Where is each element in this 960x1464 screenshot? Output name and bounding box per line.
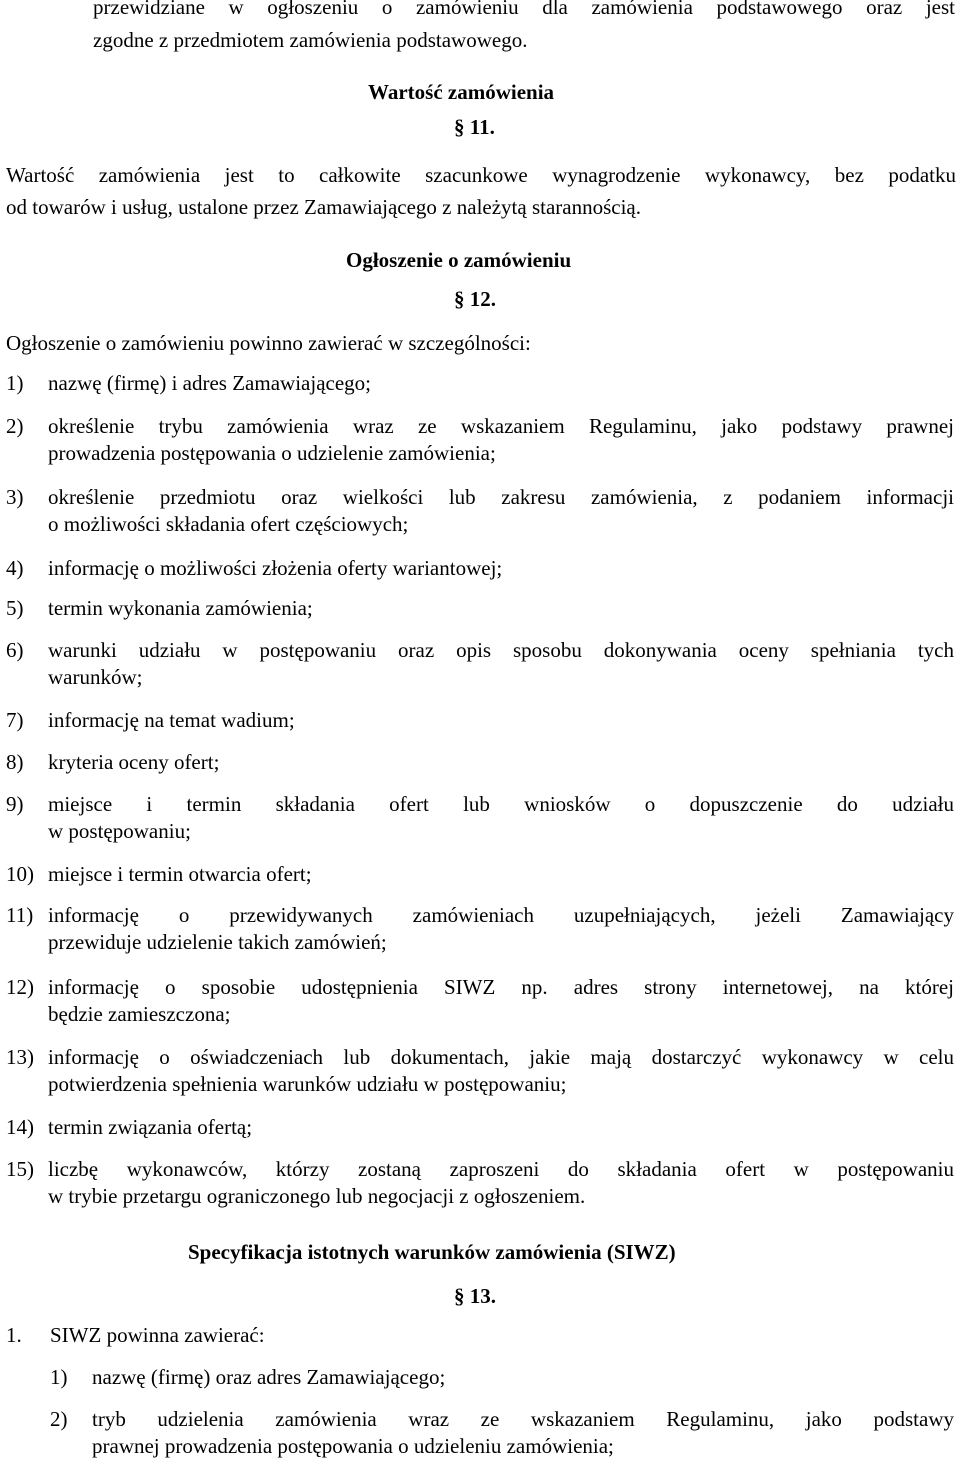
section-11-title: Wartość zamówienia <box>368 80 555 104</box>
list-item-text: warunków; <box>48 665 143 689</box>
list-item-number: 10) <box>6 862 34 886</box>
list-item-text: będzie zamieszczona; <box>48 1002 231 1026</box>
list-item-text: prawnej prowadzenia postępowania o udzieleniu zamówienia; <box>92 1434 614 1458</box>
list-item <box>6 1044 954 1098</box>
list-item-number: 4) <box>6 556 24 580</box>
list-item-text: określenie przedmiotu oraz wielkości lub zakresu zamówienia, z podaniem informacji <box>48 485 954 509</box>
list-item <box>6 413 954 467</box>
list-item <box>50 1364 954 1391</box>
list-item-number: 12) <box>6 975 34 999</box>
list-item-text: informację o przewidywanych zamówieniach uzupełniających, jeżeli Zamawiający <box>48 903 954 927</box>
list-item-text: termin związania ofertą; <box>48 1115 253 1139</box>
list-item-number: 11) <box>6 903 34 927</box>
list-item <box>6 370 954 397</box>
list-item-text: warunki udziału w postępowaniu oraz opis sposobu dokonywania oceny spełniania tych <box>48 638 954 662</box>
list-item <box>6 791 954 845</box>
list-item-number: 3) <box>6 485 24 509</box>
list-item-text: kryteria oceny ofert; <box>48 750 220 774</box>
list-item-text: prowadzenia postępowania o udzielenie zamówienia; <box>48 441 496 465</box>
list-item-number: 13) <box>6 1045 34 1069</box>
list-item-number: 2) <box>6 414 24 438</box>
list-item-text: nazwę (firmę) oraz adres Zamawiającego; <box>92 1365 446 1389</box>
list-item <box>6 637 954 691</box>
list-item-number: 5) <box>6 596 24 620</box>
list-item-number: 9) <box>6 792 24 816</box>
list-item-number: 1) <box>50 1365 68 1389</box>
list-item-text: potwierdzenia spełnienia warunków udziału w postępowaniu; <box>48 1072 567 1096</box>
section-13-point-num: 1. <box>6 1323 22 1347</box>
section-13-number: § 13. <box>454 1284 496 1308</box>
list-item-text: w postępowaniu; <box>48 819 191 843</box>
section-11-number: § 11. <box>454 115 495 139</box>
list-item-number: 6) <box>6 638 24 662</box>
list-item <box>6 974 954 1028</box>
list-item-text: nazwę (firmę) i adres Zamawiającego; <box>48 371 371 395</box>
section-11-line-1: Wartość zamówienia jest to całkowite szacunkowe wynagrodzenie wykonawcy, bez podatku <box>6 163 956 187</box>
section-12-number: § 12. <box>454 287 496 311</box>
list-item <box>50 1406 954 1460</box>
list-item-number: 7) <box>6 708 24 732</box>
list-item-number: 8) <box>6 750 24 774</box>
list-item-text: informację o oświadczeniach lub dokumentach, jakie mają dostarczyć wykonawcy w celu <box>48 1045 954 1069</box>
list-item <box>6 555 954 582</box>
section-12-title: Ogłoszenie o zamówieniu <box>346 248 572 272</box>
section-12-lead: Ogłoszenie o zamówieniu powinno zawierać w szczególności: <box>6 331 531 355</box>
list-item-number: 2) <box>50 1407 68 1431</box>
list-item-text: określenie trybu zamówienia wraz ze wskazaniem Regulaminu, jako podstawy prawnej <box>48 414 954 438</box>
list-item-number: 14) <box>6 1115 34 1139</box>
list-item <box>6 902 954 956</box>
list-item-text: miejsce i termin składania ofert lub wniosków o dopuszczenie do udziału <box>48 792 954 816</box>
list-item <box>6 484 954 538</box>
list-item-number: 15) <box>6 1157 34 1181</box>
section-13-title: Specyfikacja istotnych warunków zamówienia (SIWZ) <box>188 1240 676 1264</box>
list-item-text: miejsce i termin otwarcia ofert; <box>48 862 312 886</box>
list-item <box>6 1156 954 1210</box>
list-item-text: termin wykonania zamówienia; <box>48 596 313 620</box>
list-item-text: informację na temat wadium; <box>48 708 295 732</box>
list-item <box>6 707 954 734</box>
list-item <box>6 595 954 622</box>
list-item-number: 1) <box>6 371 24 395</box>
section-11-line-2: od towarów i usług, ustalone przez Zamawiającego z należytą starannością. <box>6 195 641 219</box>
list-item <box>6 861 954 888</box>
intro-line-1: przewidziane w ogłoszeniu o zamówieniu dla zamówienia podstawowego oraz jest <box>93 0 955 19</box>
list-item-text: informację o sposobie udostępnienia SIWZ np. adres strony internetowej, na której <box>48 975 954 999</box>
list-item-text: przewiduje udzielenie takich zamówień; <box>48 930 387 954</box>
intro-line-2: zgodne z przedmiotem zamówienia podstawowego. <box>93 28 528 52</box>
list-item <box>6 1114 954 1141</box>
list-item-text: informację o możliwości złożenia oferty wariantowej; <box>48 556 503 580</box>
list-item-text: w trybie przetargu ograniczonego lub negocjacji z ogłoszeniem. <box>48 1184 586 1208</box>
section-13-point-text: SIWZ powinna zawierać: <box>50 1323 265 1347</box>
list-item-text: tryb udzielenia zamówienia wraz ze wskazaniem Regulaminu, jako podstawy <box>92 1407 954 1431</box>
list-item-text: liczbę wykonawców, którzy zostaną zaproszeni do składania ofert w postępowaniu <box>48 1157 954 1181</box>
list-item <box>6 749 954 776</box>
list-item-text: o możliwości składania ofert częściowych; <box>48 512 409 536</box>
